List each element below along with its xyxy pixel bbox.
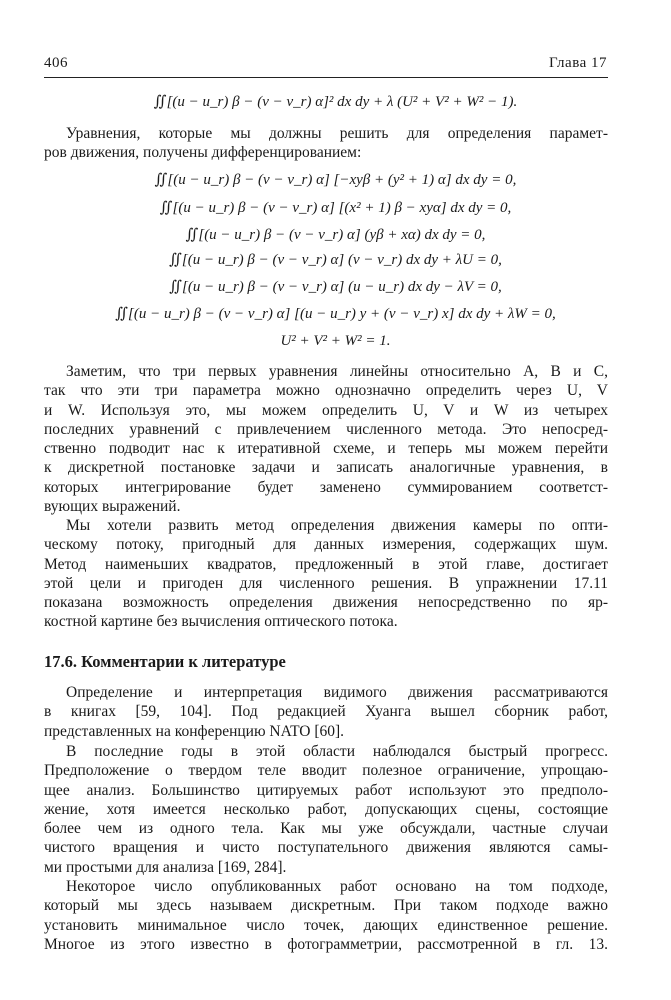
text-line: более чем из одного тела. Как мы уже обсуждали, частные случаи	[44, 820, 608, 838]
equation-5: ∬[(u − u_r) β − (v − v_r) α] (u − u_r) dx dy − λV = 0,	[169, 279, 502, 295]
text-line: В последние годы в этой области наблюдался быстрый прогресс.	[66, 743, 608, 760]
text-line: так что эти три параметра можно однозначно определить через U, V	[44, 382, 608, 400]
text-line: представленных на конференцию NATO [60].	[44, 722, 345, 740]
text-line: и W. Используя это, мы можем определить U, V и W из четырех	[44, 401, 608, 419]
text-line: вующих выражений.	[44, 498, 181, 516]
equation-6: ∬[(u − u_r) β − (v − v_r) α] [(u − u_r) y + (v − v_r) x] dx dy + λW = 0,	[115, 306, 556, 322]
text-line: Мы хотели развить метод определения движения камеры по опти-	[66, 517, 608, 534]
text-line: Метод наименьших квадратов, предложенный в этой главе, достигает	[44, 555, 608, 573]
intro-paragraph	[44, 124, 608, 163]
chapter-title: Глава 17	[549, 55, 607, 71]
text-line: жение, хотя имеется несколько работ, допускающих сцены, состоящие	[44, 800, 608, 818]
paragraph-4	[44, 742, 608, 877]
text-line: последних уравнений с привлечением численного метода. Это непосред-	[44, 420, 608, 438]
text-line: установить минимальное число точек, дающих единственное решение.	[44, 916, 608, 934]
text-line: ственно подводит нас к итеративной схеме, и теперь мы можем перейти	[44, 440, 608, 458]
text-line: щее анализ. Большинство цитируемых работ используют это предполо-	[44, 781, 608, 799]
text-line: ров движения, получены дифференцированием:	[44, 144, 362, 162]
paragraph-3	[44, 683, 608, 741]
paragraph-1	[44, 362, 608, 516]
page-number: 406	[44, 55, 68, 71]
text-line: которых интегрирование будет заменено суммированием соответст-	[44, 478, 608, 496]
text-line: костной картине без вычисления оптического потока.	[44, 613, 398, 631]
text-line: Определение и интерпретация видимого движения рассматриваются	[66, 684, 608, 701]
text-line: в книгах [59, 104]. Под редакцией Хуанга вышел сборник работ,	[44, 703, 608, 721]
text-line: который мы здесь называем дискретным. При таком подходе важно	[44, 897, 608, 915]
text-line: ческому потоку, пригодный для данных измерения, содержащих шум.	[44, 536, 608, 554]
header-rule	[44, 77, 608, 78]
equation-2: ∬[(u − u_r) β − (v − v_r) α] [(x² + 1) β − xyα] dx dy = 0,	[159, 200, 512, 216]
text-line: показана возможность определения движения непосредственно по яр-	[44, 594, 608, 612]
text-line: Некоторое число опубликованных работ основано на том подходе,	[66, 878, 608, 895]
text-line: чистого вращения и чисто поступательного движения являются самы-	[44, 839, 608, 857]
section-heading: 17.6. Комментарии к литературе	[44, 652, 286, 671]
equation-objective: ∬[(u − u_r) β − (v − v_r) α]² dx dy + λ (U² + V² + W² − 1).	[153, 94, 518, 110]
paragraph-5	[44, 877, 608, 954]
text-line: Предположение о твердом теле вводит полезное ограничение, упрощаю-	[44, 762, 608, 780]
equation-3: ∬[(u − u_r) β − (v − v_r) α] (yβ + xα) dx dy = 0,	[185, 227, 486, 243]
text-line: Уравнения, которые мы должны решить для определения парамет-	[66, 125, 608, 142]
paragraph-2	[44, 516, 608, 632]
text-line: этой цели и пригоден для численного решения. В упражнении 17.11	[44, 574, 608, 592]
text-line: Многое из этого известно в фотограмметрии, рассмотренной в гл. 13.	[44, 935, 608, 953]
equation-4: ∬[(u − u_r) β − (v − v_r) α] (v − v_r) dx dy + λU = 0,	[169, 252, 502, 268]
text-line: ми простыми для анализа [169, 284].	[44, 858, 287, 876]
text-line: Заметим, что три первых уравнения линейны относительно A, B и C,	[66, 363, 608, 380]
equation-1: ∬[(u − u_r) β − (v − v_r) α] [−xyβ + (y² + 1) α] dx dy = 0,	[154, 172, 517, 188]
text-line: к дискретной постановке задачи и записать аналогичные уравнения, в	[44, 459, 608, 477]
equation-7: U² + V² + W² = 1.	[280, 333, 391, 349]
